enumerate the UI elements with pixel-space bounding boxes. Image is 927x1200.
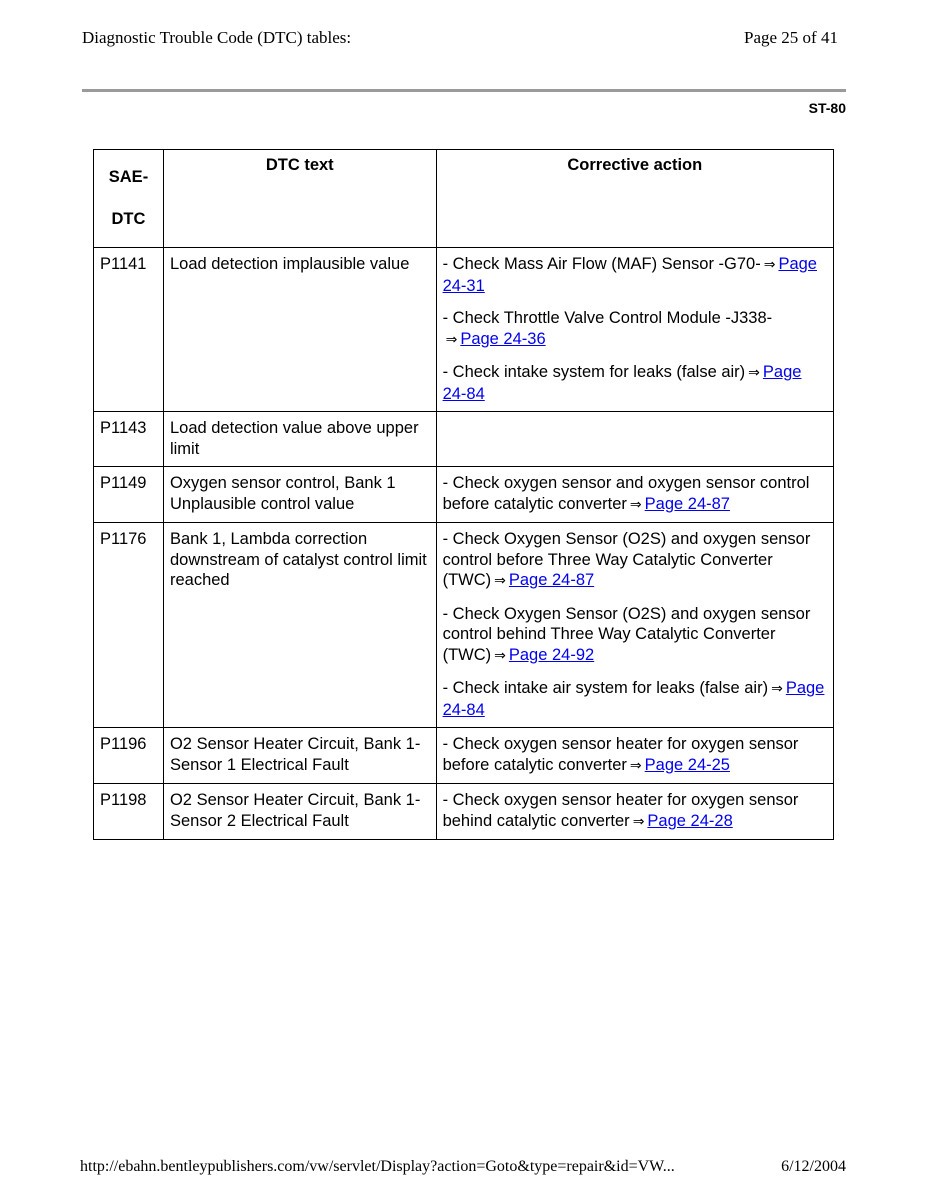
corrective-action-cell [436, 728, 833, 784]
table-row [94, 248, 834, 412]
page-reference-link[interactable]: Page 24-84 [442, 679, 825, 719]
corrective-action-cell [436, 412, 833, 467]
dtc-text-cell: Load detection implausible value [163, 248, 436, 412]
arrow-right-icon: ⇒ [771, 681, 783, 697]
dtc-code-cell: P1149 [94, 467, 164, 523]
header-divider [82, 89, 846, 92]
page-reference-link[interactable]: Page 24-87 [508, 571, 595, 589]
page-reference-link[interactable]: Page 24-84 [442, 363, 802, 403]
dtc-text-cell: Load detection value above upper limit [163, 412, 436, 467]
table-header-row [94, 150, 834, 248]
dtc-text-cell: Oxygen sensor control, Bank 1 Unplausible control value [163, 467, 436, 523]
action-text: - Check Throttle Valve Control Module -J338- [442, 309, 773, 327]
page-reference-link[interactable]: Page 24-31 [442, 255, 817, 295]
header-dtc-text: DTC text [163, 150, 436, 248]
action-text: - Check Oxygen Sensor (O2S) and oxygen sensor control before Three Way Catalytic Converter (TWC) [442, 530, 811, 589]
corrective-action-cell [436, 784, 833, 840]
action-text: - Check intake system for leaks (false air) [442, 363, 746, 381]
arrow-right-icon: ⇒ [748, 365, 760, 381]
dtc-code-cell: P1198 [94, 784, 164, 840]
action-text: - Check oxygen sensor and oxygen sensor control before catalytic converter [442, 474, 810, 513]
table-row [94, 412, 834, 467]
header-corrective-action: Corrective action [436, 150, 833, 248]
table-row [94, 728, 834, 784]
corrective-action-item [443, 473, 827, 515]
dtc-code-cell: P1141 [94, 248, 164, 412]
footer-url: http://ebahn.bentleypublishers.com/vw/servlet/Display?action=Goto&type=repair&id=VW... [80, 1158, 675, 1175]
page-number: Page 25 of 41 [744, 28, 838, 47]
arrow-right-icon: ⇒ [763, 257, 776, 273]
document-title: Diagnostic Trouble Code (DTC) tables: [82, 28, 352, 47]
arrow-right-icon: ⇒ [494, 573, 506, 589]
page-reference-link[interactable]: Page 24-25 [644, 755, 730, 774]
dtc-text-cell: O2 Sensor Heater Circuit, Bank 1-Sensor 2 Electrical Fault [163, 784, 436, 840]
corrective-action-cell [436, 467, 833, 523]
action-text: - Check oxygen sensor heater for oxygen sensor before catalytic converter [442, 735, 799, 774]
action-text: - Check oxygen sensor heater for oxygen sensor behind catalytic converter [442, 791, 799, 830]
action-text: - Check Oxygen Sensor (O2S) and oxygen sensor control behind Three Way Catalytic Converter (TWC) [442, 604, 811, 664]
dtc-text-cell: O2 Sensor Heater Circuit, Bank 1- Sensor 1 Electrical Fault [163, 728, 436, 784]
corrective-action-item [443, 529, 827, 592]
dtc-table [93, 149, 834, 840]
footer-date: 6/12/2004 [781, 1158, 846, 1175]
header-sae-dtc-line2: DTC [111, 210, 146, 228]
page-reference-link[interactable]: Page 24-92 [508, 645, 595, 664]
header-sae-dtc-line1: SAE- [108, 168, 149, 186]
dtc-code-cell: P1196 [94, 728, 164, 784]
section-code: ST-80 [808, 100, 846, 116]
corrective-action-item [443, 362, 827, 404]
arrow-right-icon: ⇒ [632, 813, 645, 830]
corrective-action-item [443, 678, 827, 720]
corrective-action-item [443, 308, 827, 350]
page-reference-link[interactable]: Page 24-36 [460, 329, 546, 348]
table-row [94, 523, 834, 728]
corrective-action-item [443, 790, 827, 832]
table-row [94, 467, 834, 523]
page-reference-link[interactable]: Page 24-87 [644, 494, 730, 513]
page-reference-link[interactable]: Page 24-28 [647, 811, 733, 830]
corrective-action-item [443, 604, 827, 667]
dtc-code-cell: P1176 [94, 523, 164, 728]
arrow-right-icon: ⇒ [629, 496, 642, 513]
arrow-right-icon: ⇒ [445, 331, 458, 348]
corrective-action-item [443, 254, 827, 296]
action-text: - Check Mass Air Flow (MAF) Sensor -G70- [442, 255, 761, 273]
table-row [94, 784, 834, 840]
action-text: - Check intake air system for leaks (false air) [442, 679, 769, 697]
header-sae-dtc [94, 150, 164, 248]
corrective-action-item [443, 734, 827, 776]
arrow-right-icon: ⇒ [629, 757, 642, 774]
dtc-text-cell: Bank 1, Lambda correction downstream of catalyst control limit reached [163, 523, 436, 728]
dtc-code-cell: P1143 [94, 412, 164, 467]
corrective-action-cell [436, 248, 833, 412]
corrective-action-cell [436, 523, 833, 728]
arrow-right-icon: ⇒ [494, 647, 506, 664]
